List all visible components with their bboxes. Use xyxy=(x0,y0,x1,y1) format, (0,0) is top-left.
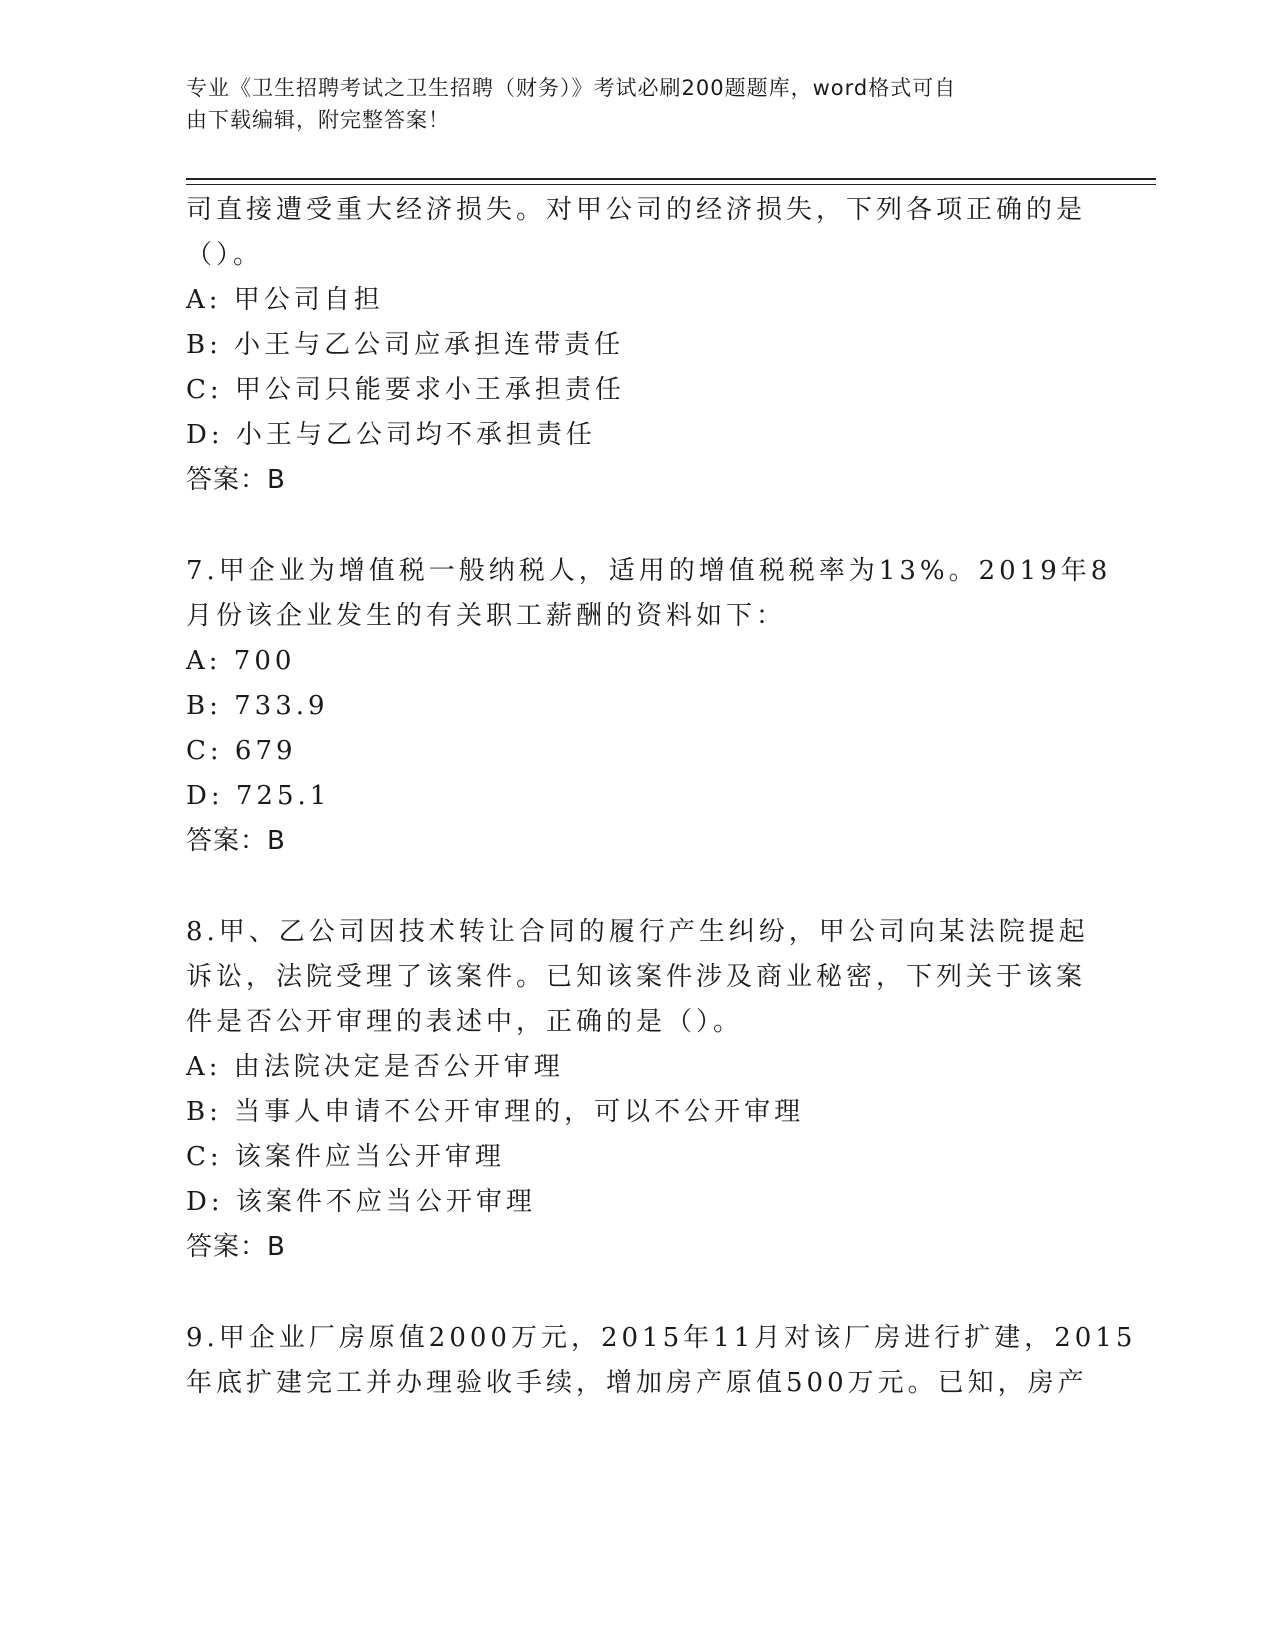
option-d: D: 725.1 xyxy=(186,781,331,811)
question-8 xyxy=(186,910,1089,1270)
option-a: A: 甲公司自担 xyxy=(186,285,384,315)
option-b: B: 733.9 xyxy=(186,691,329,721)
option-b: B: 小王与乙公司应承担连带责任 xyxy=(186,330,625,360)
document-body xyxy=(186,188,1137,1406)
option-c: C: 该案件应当公开审理 xyxy=(186,1142,505,1172)
question-6 xyxy=(186,188,1087,503)
option-c: C: 甲公司只能要求小王承担责任 xyxy=(186,375,625,405)
question-stem: 月份该企业发生的有关职工薪酬的资料如下： xyxy=(186,601,787,631)
header-divider-thin xyxy=(186,184,1156,185)
question-stem: 件是否公开审理的表述中，正确的是（）。 xyxy=(186,1007,744,1037)
option-d: D: 小王与乙公司均不承担责任 xyxy=(186,420,596,450)
spacer xyxy=(186,864,1066,910)
option-a: A: 由法院决定是否公开审理 xyxy=(186,1052,564,1082)
spacer xyxy=(186,1270,1066,1316)
option-b: B: 当事人申请不公开审理的，可以不公开审理 xyxy=(186,1097,805,1127)
question-stem: （）。 xyxy=(186,240,264,270)
question-stem: 8.甲、乙公司因技术转让合同的履行产生纠纷，甲公司向某法院提起 xyxy=(186,917,1089,947)
answer: 答案：B xyxy=(186,826,286,856)
question-stem: 司直接遭受重大经济损失。对甲公司的经济损失，下列各项正确的是 xyxy=(186,195,1087,225)
page-header xyxy=(186,72,1066,136)
question-stem: 7.甲企业为增值税一般纳税人，适用的增值税税率为13%。2019年8 xyxy=(186,556,1112,586)
question-7 xyxy=(186,549,1112,864)
answer: 答案：B xyxy=(186,465,286,495)
answer: 答案：B xyxy=(186,1232,286,1262)
header-line-1: 专业《卫生招聘考试之卫生招聘（财务）》考试必刷200题题库，word格式可自 xyxy=(186,76,957,100)
option-c: C: 679 xyxy=(186,736,297,766)
question-stem: 年底扩建完工并办理验收手续，增加房产原值500万元。已知，房产 xyxy=(186,1368,1088,1398)
question-stem: 9.甲企业厂房原值2000万元，2015年11月对该厂房进行扩建，2015 xyxy=(186,1323,1137,1353)
option-d: D: 该案件不应当公开审理 xyxy=(186,1187,536,1217)
question-stem: 诉讼，法院受理了该案件。已知该案件涉及商业秘密，下列关于该案 xyxy=(186,962,1087,992)
spacer xyxy=(186,503,1066,549)
question-9 xyxy=(186,1316,1137,1406)
header-line-2: 由下载编辑，附完整答案！ xyxy=(186,108,450,132)
option-a: A: 700 xyxy=(186,646,296,676)
header-divider-thick xyxy=(186,178,1156,180)
